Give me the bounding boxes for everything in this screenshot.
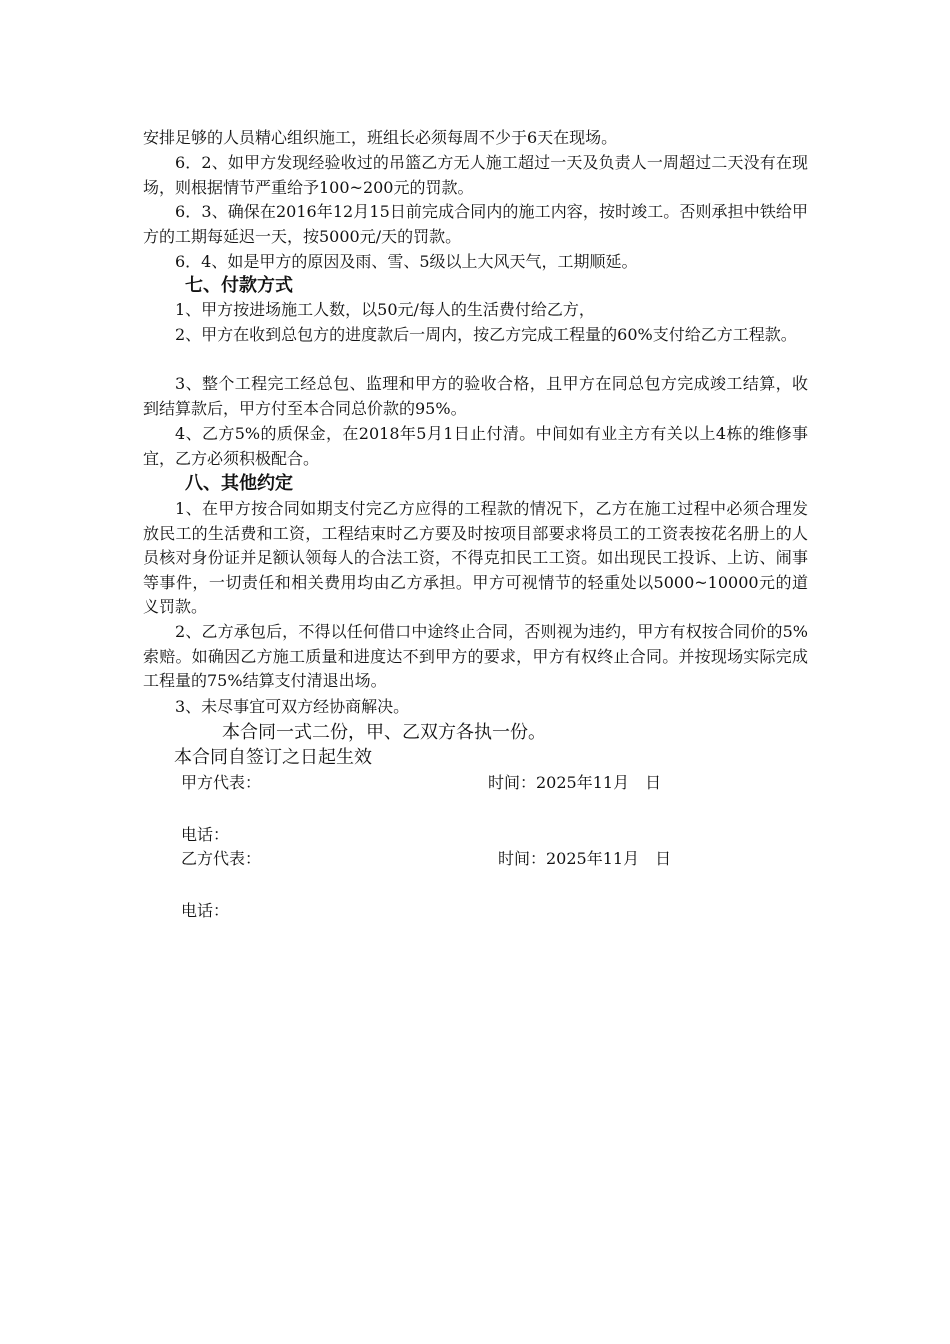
payment-clause-2: 2、甲方在收到总包方的进度款后一周内，按乙方完成工程量的60%支付给乙方工程款。	[175, 325, 797, 344]
party-b-phone-label: 电话：	[181, 901, 230, 920]
other-clause-1: 1、在甲方按合同如期支付完乙方应得的工程款的情况下，乙方在施工过程中必须合理发放民工的生活费和工资，工程结束时乙方要及时按项目部要求将员工的工资表按花名册上的人员核对身份证并足额认领每人的合法工资，不得克扣民工工资。如出现民工投诉、上访、闹事等事件，一切责任和相关费用均由乙方承担。甲方可视情节的轻重处以5000~10000元的道义罚款。	[143, 499, 808, 616]
party-a-phone-label: 电话：	[181, 825, 230, 844]
party-a-representative-label: 甲方代表：	[181, 773, 262, 792]
clause-6-4: 6．4、如是甲方的原因及雨、雪、5级以上大风天气，工期顺延。	[175, 252, 638, 271]
section-heading-payment: 七、付款方式	[185, 275, 293, 296]
payment-clause-4: 4、乙方5%的质保金，在2018年5月1日止付清。中间如有业主方有关以上4栋的维修事宜，乙方必须积极配合。	[143, 424, 808, 468]
payment-clause-1: 1、甲方按进场施工人数，以50元/每人的生活费付给乙方，	[175, 300, 595, 319]
payment-clause-3: 3、整个工程完工经总包、监理和甲方的验收合格，且甲方在同总包方完成竣工结算，收到结算款后，甲方付至本合同总价款的95%。	[143, 374, 808, 418]
paragraph-continued: 安排足够的人员精心组织施工，班组长必须每周不少于6天在现场。	[143, 128, 618, 147]
clause-6-3: 6．3、确保在2016年12月15日前完成合同内的施工内容，按时竣工。否则承担中铁给甲方的工期每延迟一天，按5000元/天的罚款。	[143, 202, 808, 246]
other-clause-2: 2、乙方承包后，不得以任何借口中途终止合同，否则视为违约，甲方有权按合同价的5%索赔。如确因乙方施工质量和进度达不到甲方的要求，甲方有权终止合同。并按现场实际完成工程量的75%结算支付清退出场。	[143, 622, 808, 690]
other-clause-3: 3、未尽事宜可双方经协商解决。	[175, 697, 410, 716]
effective-statement: 本合同自签订之日起生效	[174, 747, 372, 768]
clause-6-2: 6．2、如甲方发现经验收过的吊篮乙方无人施工超过一天及负责人一周超过二天没有在现场，则根据情节严重给予100~200元的罚款。	[143, 153, 808, 197]
party-a-time: 时间：2025年11月 日	[488, 773, 662, 792]
party-b-representative-label: 乙方代表：	[181, 849, 262, 868]
copies-statement: 本合同一式二份，甲、乙双方各执一份。	[222, 722, 546, 743]
section-heading-other: 八、其他约定	[185, 473, 293, 494]
party-b-time: 时间：2025年11月 日	[498, 849, 672, 868]
